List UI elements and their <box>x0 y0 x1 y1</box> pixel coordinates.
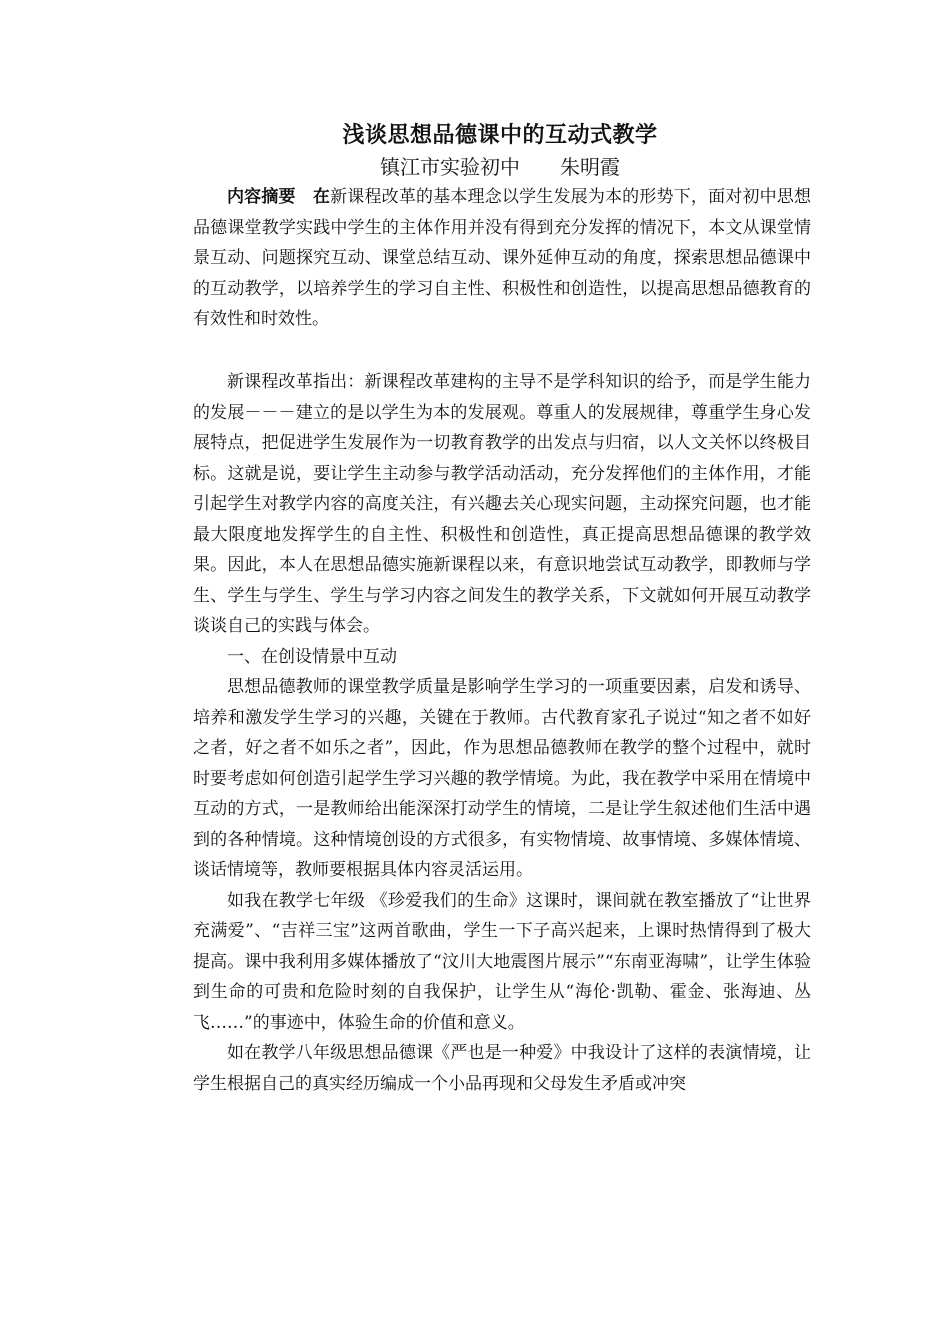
section-heading: 一、在创设情景中互动 <box>227 646 397 667</box>
main-body <box>193 367 811 1099</box>
abstract-block <box>193 182 811 335</box>
abstract-text: 新课程改革的基本理念以学生发展为本的形势下，面对初中思想品德课堂教学实践中学生的主体作用并没有得到充分发挥的情况下，本文从课堂情景互动、问题探究互动、课堂总结互动、课外延伸互动的角度，探索思想品德课中的互动教学，以培养学生的学习自主性、积极性和创造性，以提高思想品德教育的有效性和时效性。 <box>193 187 812 329</box>
body-paragraph: 如在教学八年级思想品德课《严也是一种爱》中我设计了这样的表演情境，让学生根据自己的真实经历编成一个小品再现和父母发生矛盾或冲突 <box>193 1043 811 1094</box>
document-byline: 镇江市实验初中 朱明霞 <box>380 155 620 179</box>
abstract-label: 内容摘要 在 <box>227 187 331 207</box>
abstract-paragraph <box>193 182 811 335</box>
body-paragraph: 思想品德教师的课堂教学质量是影响学生学习的一项重要因素，启发和诱导、培养和激发学生学习的兴趣，关键在于教师。古代教育家孔子说过“知之者不如好之者，好之者不如乐之者”，因此，作为思想品德教师在教学的整个过程中，就时时要考虑如何创造引起学生学习兴趣的教学情境。为此，我在教学中采用在情境中互动的方式，一是教师给出能深深打动学生的情境，二是让学生叙述他们生活中遇到的各种情境。这种情境创设的方式很多，有实物情境、故事情境、多媒体情境、谈话情境等，教师要根据具体内容灵活运用。 <box>193 677 811 880</box>
document-title: 浅谈思想品德课中的互动式教学 <box>342 122 658 148</box>
body-paragraph: 新课程改革指出：新课程改革建构的主导不是学科知识的给予，而是学生能力的发展－－－建立的是以学生为本的发展观。尊重人的发展规律，尊重学生身心发展特点，把促进学生发展作为一切教育教学的出发点与归宿，以人文关怀以终极目标。这就是说，要让学生主动参与教学活动活动，充分发挥他们的主体作用，才能引起学生对教学内容的高度关注，有兴趣去关心现实问题，主动探究问题，也才能最大限度地发挥学生的自主性、积极性和创造性，真正提高思想品德课的教学效果。因此，本人在思想品德实施新课程以来，有意识地尝试互动教学，即教师与学生、学生与学生、学生与学习内容之间发生的教学关系，下文就如何开展互动教学谈谈自己的实践与体会。 <box>193 372 811 636</box>
body-paragraph: 如我在教学七年级 《珍爱我们的生命》这课时，课间就在教室播放了“让世界充满爱”、“吉祥三宝”这两首歌曲，学生一下子高兴起来，上课时热情得到了极大提高。课中我利用多媒体播放了“汶川大地震图片展示”“东南亚海啸”，让学生体验到生命的可贵和危险时刻的自我保护，让学生从“海伦·凯勒、霍金、张海迪、丛飞……”的事迹中，体验生命的价值和意义。 <box>193 890 811 1033</box>
